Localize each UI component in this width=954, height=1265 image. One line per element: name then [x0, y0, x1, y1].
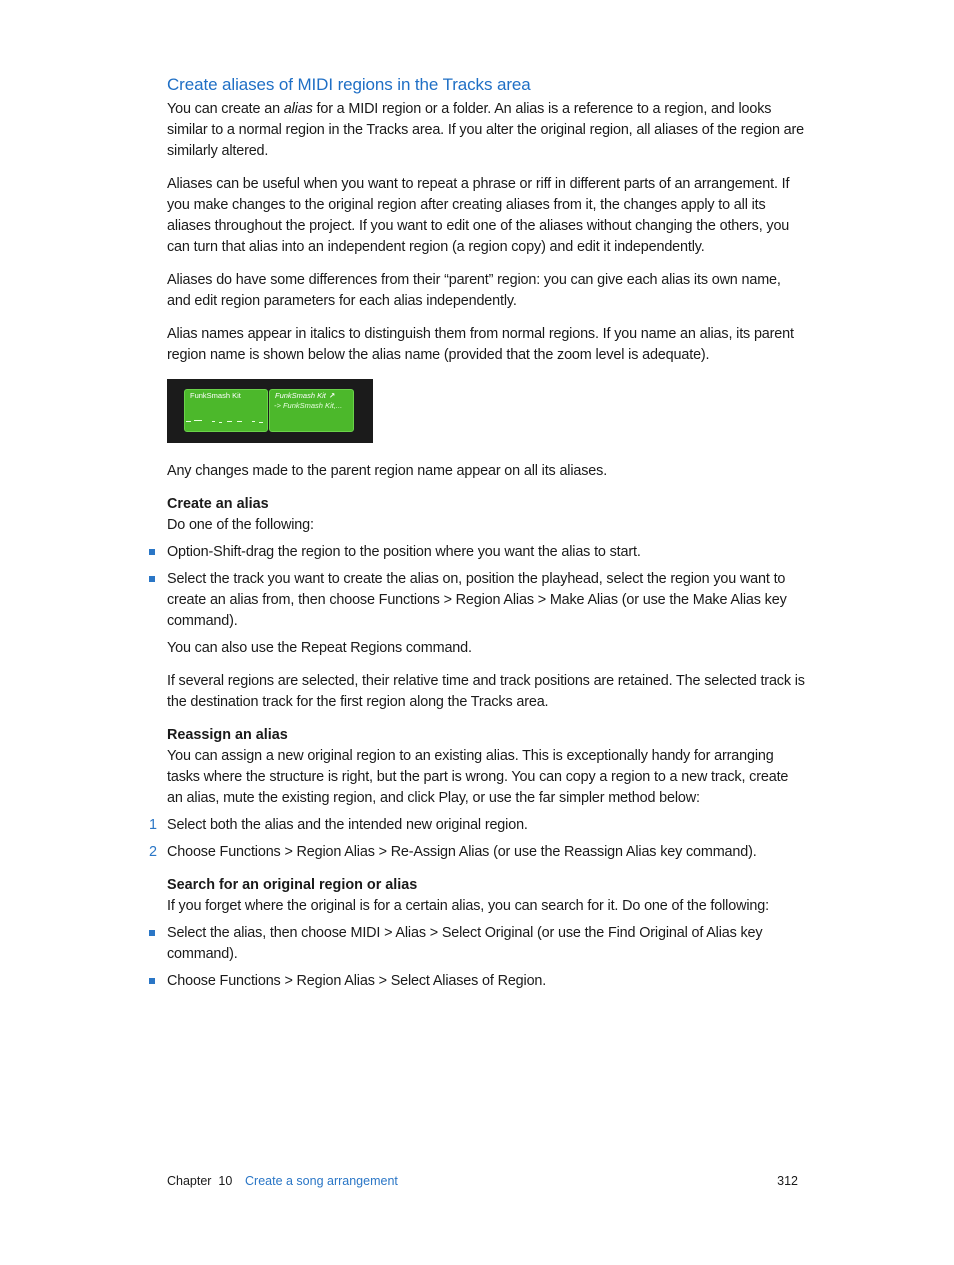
create-alias-list	[167, 542, 807, 632]
alias-parent-name: -> FunkSmash Kit,...	[274, 401, 343, 410]
search-alias-list	[167, 923, 807, 992]
midi-note	[252, 421, 255, 422]
list-item	[167, 923, 807, 965]
create-alias-heading: Create an alias	[167, 496, 269, 512]
midi-note	[219, 422, 222, 423]
list-item-text: Select the alias, then choose MIDI > Alias > Select Original (or use the Find Original of Alias key command).	[167, 925, 763, 962]
bullet-icon	[149, 576, 155, 582]
bullet-icon	[149, 549, 155, 555]
midi-note	[186, 421, 191, 422]
footer-chapter-link[interactable]: Create a song arrangement	[245, 1174, 398, 1188]
search-alias-heading: Search for an original region or alias	[167, 877, 418, 893]
bullet-icon	[149, 978, 155, 984]
alias-region-name	[275, 391, 335, 400]
paragraph-parent-changes: Any changes made to the parent region name appear on all its aliases.	[167, 463, 608, 479]
paragraph-aliases-useful: Aliases can be useful when you want to repeat a phrase or riff in different parts of an arrangement. If you make changes to the original region after creating aliases from it, the changes apply to all its aliases throughout the project. If you want to edit one of the aliases without changing the others, you can turn that alias into an independent region (a region copy) and edit it independently.	[167, 176, 790, 255]
step-number: 1	[149, 817, 157, 833]
list-item	[167, 542, 807, 563]
alias-term: alias	[283, 101, 313, 117]
search-alias-lead: If you forget where the original is for a certain alias, you can search for it. Do one of the following:	[167, 898, 769, 914]
section-heading: Create aliases of MIDI regions in the Tracks area	[167, 75, 531, 94]
midi-note	[194, 420, 202, 421]
bullet-icon	[149, 930, 155, 936]
reassign-alias-heading: Reassign an alias	[167, 727, 288, 743]
intro-text-2: for a MIDI region or a folder. An alias is a reference to a region, and looks similar to a normal region in the Tracks area. If you alter the original region, all aliases of the region are similarly altered.	[167, 101, 805, 159]
list-item	[167, 569, 807, 632]
create-alias-note-selected: If several regions are selected, their relative time and track positions are retained. The selected track is the destination track for the first region along the Tracks area.	[167, 673, 805, 710]
alias-name-text: FunkSmash Kit	[275, 391, 326, 400]
midi-note	[237, 421, 242, 422]
paragraph-alias-names: Alias names appear in italics to distinguish them from normal regions. If you name an alias, its parent region name is shown below the alias name (provided that the zoom level is adequate).	[167, 326, 794, 363]
list-item	[167, 971, 807, 992]
midi-note	[227, 421, 232, 422]
step-text: Choose Functions > Region Alias > Re-Assign Alias (or use the Reassign Alias key command).	[167, 844, 757, 860]
midi-note	[212, 421, 215, 422]
intro-paragraph	[167, 99, 807, 162]
step-text: Select both the alias and the intended new original region.	[167, 817, 528, 833]
reassign-alias-lead: You can assign a new original region to an existing alias. This is exceptionally handy for arranging tasks where the structure is right, but the part is wrong. You can copy a region to a new track, create an alias, mute the existing region, and click Play, or use the far simpler method below:	[167, 748, 789, 806]
list-item-text: Choose Functions > Region Alias > Select Aliases of Region.	[167, 973, 547, 989]
alias-arrow-icon: ↗	[328, 391, 336, 400]
footer-page-number: 312	[777, 1174, 798, 1188]
list-item-text: Option-Shift-drag the region to the position where you want the alias to start.	[167, 544, 641, 560]
intro-text-1: You can create an	[167, 101, 284, 117]
original-region-name: FunkSmash Kit	[190, 391, 241, 400]
footer-chapter-label: Chapter 10	[167, 1174, 233, 1188]
paragraph-aliases-differences: Aliases do have some differences from their “parent” region: you can give each alias its own name, and edit region parameters for each alias independently.	[167, 272, 781, 309]
step-number: 2	[149, 844, 157, 860]
list-item-text: Select the track you want to create the alias on, position the playhead, select the region you want to create an alias from, then choose Functions > Region Alias > Make Alias (or use the Make Alias key command).	[167, 571, 787, 629]
create-alias-lead: Do one of the following:	[167, 517, 314, 533]
step-item	[149, 842, 807, 863]
step-item	[149, 815, 807, 836]
page-content	[149, 73, 807, 998]
reassign-alias-steps	[149, 815, 807, 863]
region-alias-figure	[167, 379, 373, 443]
original-region	[184, 389, 268, 432]
alias-region	[269, 389, 354, 432]
create-alias-note-repeat: You can also use the Repeat Regions command.	[167, 640, 472, 656]
midi-note	[259, 422, 263, 423]
